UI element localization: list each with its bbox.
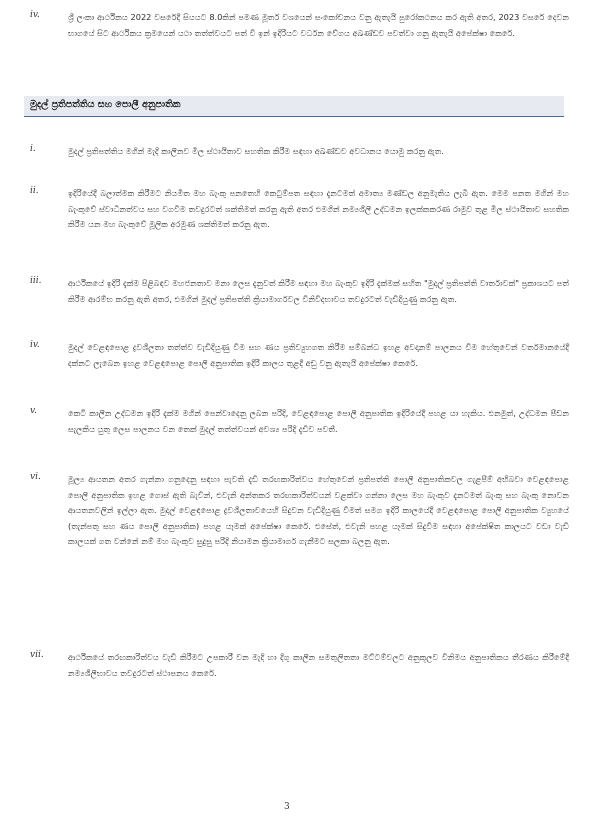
- paragraph-text: මුදල් ප්‍රතිපත්තිය මගින් මැදි කාලීනව මිල ස්ථායීතාව සහතික කිරීම සඳහා අඛණ්ඩව අවධානය යොමු කරනු ඇත.: [68, 146, 445, 156]
- paragraph-text: ඉදිරියේදී බලාත්මක කිරීමට නියමිත මහ බැංකු පනතෙහි කෙටුම්පත සඳහා දැනටමත් අමාත්‍ය මණ්ඩල අනුමැතිය ලැබී ඇත. මෙම පනත මගින් මහ බැංකුවේ ස්වාධීනත්වය සහ වගවීම තවදුරටත් ශක්තිමත් කරනු ඇති අතර එමගින් නම්‍යශීලී උද්ධමන ඉලක්කකරණ රාමුව තුළ මිල ස්ථායීතාව සහතික කිරීම යන මහ බැංකුවේ මූලික අරමුණ ශක්තිමත් කරනු ඇත.: [68, 188, 569, 230]
- list-item: [24, 186, 569, 233]
- list-number: i.: [30, 144, 36, 154]
- list-number: ii.: [30, 186, 39, 196]
- list-item: [24, 472, 569, 550]
- list-number: vi.: [30, 472, 41, 482]
- section-heading: මුදල් ප්‍රතිපත්තිය සහ පොලී අනුපාතික: [30, 99, 181, 110]
- list-item: [24, 340, 569, 371]
- list-number: iii.: [30, 276, 42, 286]
- paragraph-text: කෙටි කාලීන උද්ධමන ඉදිරි දැක්ම මගින් පෙන්වාදෙනු ලබන පරිදි, වෙළඳපොළ පොලී අනුපාතික ඉදිරියේදී පහළ යා හැකිය. එනමුත්, උද්ධමන පීඩන සැලකිය යුතු ලෙස පාලනය වන තෙක් මුදල් තත්ත්වයන් අවශ්‍ය පරිදි දැඩිව පවතී.: [68, 408, 569, 434]
- paragraph-text: මූල්‍ය ආයතන අතර ගැන්නා ගනුදෙනු සඳහා පැවති දැඩි තරඟකාරිත්වය හේතුවෙන් ප්‍රතිපත්ති පොලී අනුපාතිකවල ගැළපීම් අභිබවා වෙළඳපොළ පොලී අනුපාතික ඉහළ ගොස් ඇති බැවින්, එවැනි අන්තකර තරඟකාරිත්වයන් වළක්වා ගන්නා ලෙස මහ බැංකුව දැනටමත් බැංකු සහ බැංකු නොවන ආයතනවලින් ඉල්ලා ඇත. මුදල් වෙළඳපොළ ද්‍රවශීලතාවයෙහි සිදුවන වැඩිදියුණු වීමත් සමග ඉදිරි කාලයේදී වෙළඳපොළ පොලී අනුපාතික ව්‍යුහයේ (තැන්පතු සහ ණය පොලී අනුපාතික) පහළ යෑමක් අපේක්ෂා කෙරේ. එසේත්, එවැනි පහළ යෑමක් සිදුවීම සඳහා අපේක්ෂිත කාලයට වඩා වැඩි කාලයක් ගත වන්නේ නම් මහ බැංකුව සුදුසු පරිදි නියාමන ක්‍රියාමාර්ග ගැනීමට සලකා බලනු ඇත.: [68, 474, 569, 547]
- paragraph-text: මුදල් වෙළඳපොළ ද්‍රවශීලතා තත්ත්ව වැඩිදියුණු වීම සහ ණය ප්‍රතිව්‍යුහගත කිරීම සම්බන්ධ ඉහළ අවදානම් පාලනය වීම හේතුවෙන් වර්තමානයේදී දක්නට ලැබෙන ඉහළ වෙළඳපොළ පොලී අනුපාතික ඉදිරි කාලය තුළදී අඩු වනු ඇතැයි අපේක්ෂා කෙරේ.: [68, 342, 569, 368]
- list-item: [24, 406, 569, 437]
- list-number: v.: [30, 406, 37, 416]
- intro-paragraph: [24, 10, 569, 41]
- list-number: iv.: [30, 10, 40, 20]
- list-number: vii.: [30, 650, 44, 660]
- list-item: [24, 276, 569, 307]
- list-item: [24, 650, 569, 681]
- section-heading-bar: [24, 96, 564, 117]
- paragraph-text: ආර්ථිකයේ ඉදිරි දැක්ම පිළිබඳව මහජනතාව මනා ලෙස දැනුවත් කිරීම සඳහා මහ බැංකුව ඉදිරි දැක්මක් සහිත "මුදල් ප්‍රතිපත්ති වාර්තාවක්" ප්‍රකාශයට පත් කිරීම ආරම්භ කරනු ඇති අතර, එමගින් මුදල් ප්‍රතිපත්ති ක්‍රියාමාර්ගවල විනිවිදභාවය තවදුරටත් වැඩිදියුණු කරනු ඇත.: [68, 278, 569, 304]
- page-number: 3: [284, 802, 290, 812]
- paragraph-text: ආර්ථිකයේ තරඟකාරිත්වය වැඩි කිරීමට උපකාරී වන මැදි හා දිගු කාලීන සමතුලිතතා මට්ටම්වලට අනුකූලව විනිමය අනුපාතිකය තීරණය කිරීමේදී නම්‍යශීලීභාවය තවදුරටත් ස්ථාපනය කෙරේ.: [68, 652, 569, 678]
- list-number: iv.: [30, 340, 40, 350]
- paragraph-text: ශ්‍රී ලංකා ආර්ථිකය 2022 වසරේදී සියයට 8.0කින් පමණ මූර්ත වශයෙන් සංකෝචනය වනු ඇතැයි පුරෝකථනය කර ඇති අතර, 2023 වසරේ දෙවන භාගයේ සිට ආර්ථිකය ක්‍රමයෙන් යථා තත්ත්වයට පත් වී ඉන් ඉදිරියට වර්ධන වේගය අඛණ්ඩව පවත්වා ගනු ඇතැයි අපේක්ෂා කෙරේ.: [68, 12, 569, 38]
- list-item: [24, 144, 569, 160]
